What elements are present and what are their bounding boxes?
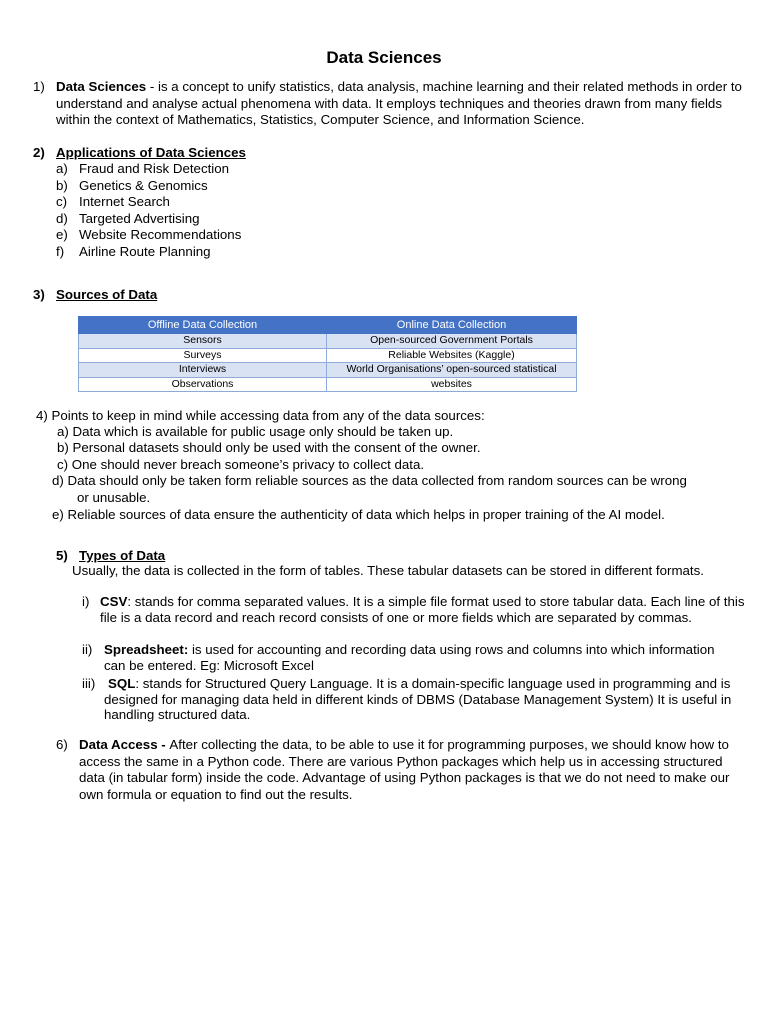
type-item-marker: ii) xyxy=(82,642,93,657)
section-2-number: 2) xyxy=(33,145,45,160)
sources-table xyxy=(78,316,577,392)
page-title: Data Sciences xyxy=(326,48,442,67)
type-item-marker: i) xyxy=(82,594,90,609)
table-cell: World Organisations’ open-sourced statistical xyxy=(327,363,577,378)
list-item: a) Fraud and Risk Detection xyxy=(56,161,230,176)
section-6-text: After collecting the data, to be able to use it for programming purposes, we should know how to access the same in a Python code. There are various Python packages which help us in accessing structured data (in tabular form) inside the code. Advantage of using Python packages is that we do not need to make our own formula or equation to find out the results. xyxy=(79,737,730,802)
list-item: d) Targeted Advertising xyxy=(56,211,200,226)
list-item: c) One should never breach someone’s privacy to collect data. xyxy=(57,457,425,472)
section-3-heading: Sources of Data xyxy=(56,287,158,302)
section-5-intro: Usually, the data is collected in the form of tables. These tabular datasets can be stored in different formats. xyxy=(72,563,704,578)
section-1-number: 1) xyxy=(33,79,45,94)
section-1-text: - is a concept to unify statistics, data analysis, machine learning and their related methods in order to understand and analyse actual phenomena with data. It employs techniques and theories drawn from many fields within the context of Mathematics, Statistics, Computer Science, and Information Science. xyxy=(56,79,742,127)
list-item: e) Website Recommendations xyxy=(56,227,242,242)
section-1-term: Data Sciences xyxy=(56,79,147,94)
table-cell: Reliable Websites (Kaggle) xyxy=(327,348,577,363)
table-header-offline: Offline Data Collection xyxy=(79,317,327,334)
list-item-continuation: or unusable. xyxy=(77,490,151,505)
table-header-row xyxy=(79,317,577,334)
table-row xyxy=(79,377,577,392)
list-item: e) Reliable sources of data ensure the authenticity of data which helps in proper training of the AI model. xyxy=(52,507,665,522)
section-2-heading: Applications of Data Sciences xyxy=(56,145,246,160)
type-item-csv: CSV: stands for comma separated values. It is a simple file format used to store tabular data. Each line of this file is a data record and reach record consists of one or more fields which are separated by commas. xyxy=(100,594,745,625)
table-cell: Interviews xyxy=(79,363,327,378)
list-item: b) Personal datasets should only be used with the consent of the owner. xyxy=(57,440,481,455)
section-6-number: 6) xyxy=(56,737,68,752)
table-cell: Open-sourced Government Portals xyxy=(327,334,577,349)
section-1-paragraph xyxy=(56,79,746,129)
list-item: f) Airline Route Planning xyxy=(56,244,211,259)
table-cell: Sensors xyxy=(79,334,327,349)
list-item: c) Internet Search xyxy=(56,194,170,209)
section-5-heading: Types of Data xyxy=(79,548,166,563)
table-header-online: Online Data Collection xyxy=(327,317,577,334)
section-6-paragraph xyxy=(79,737,739,803)
type-item-sql: SQL: stands for Structured Query Language. It is a domain-specific language used in programming and is designed for managing data held in different kinds of DBMS (Database Management System) It is useful in handling structured data. xyxy=(104,676,732,722)
table-cell: Observations xyxy=(79,377,327,392)
table-cell: websites xyxy=(327,377,577,392)
type-item-marker: iii) xyxy=(82,676,96,691)
table-row xyxy=(79,334,577,349)
table-row xyxy=(79,348,577,363)
section-3-number: 3) xyxy=(33,287,45,302)
table-cell: Surveys xyxy=(79,348,327,363)
section-5-number: 5) xyxy=(56,548,68,563)
list-item: d) Data should only be taken form reliable sources as the data collected from random sources can be wrong xyxy=(52,473,687,488)
table-row xyxy=(79,363,577,378)
list-item: b) Genetics & Genomics xyxy=(56,178,208,193)
list-item: a) Data which is available for public usage only should be taken up. xyxy=(57,424,454,439)
section-4-intro: 4) Points to keep in mind while accessing data from any of the data sources: xyxy=(36,408,485,423)
type-item-spreadsheet: Spreadsheet: is used for accounting and recording data using rows and columns into which information can be entered. Eg: Microsoft Excel xyxy=(104,642,715,673)
section-6-term: Data Access - xyxy=(79,737,170,752)
